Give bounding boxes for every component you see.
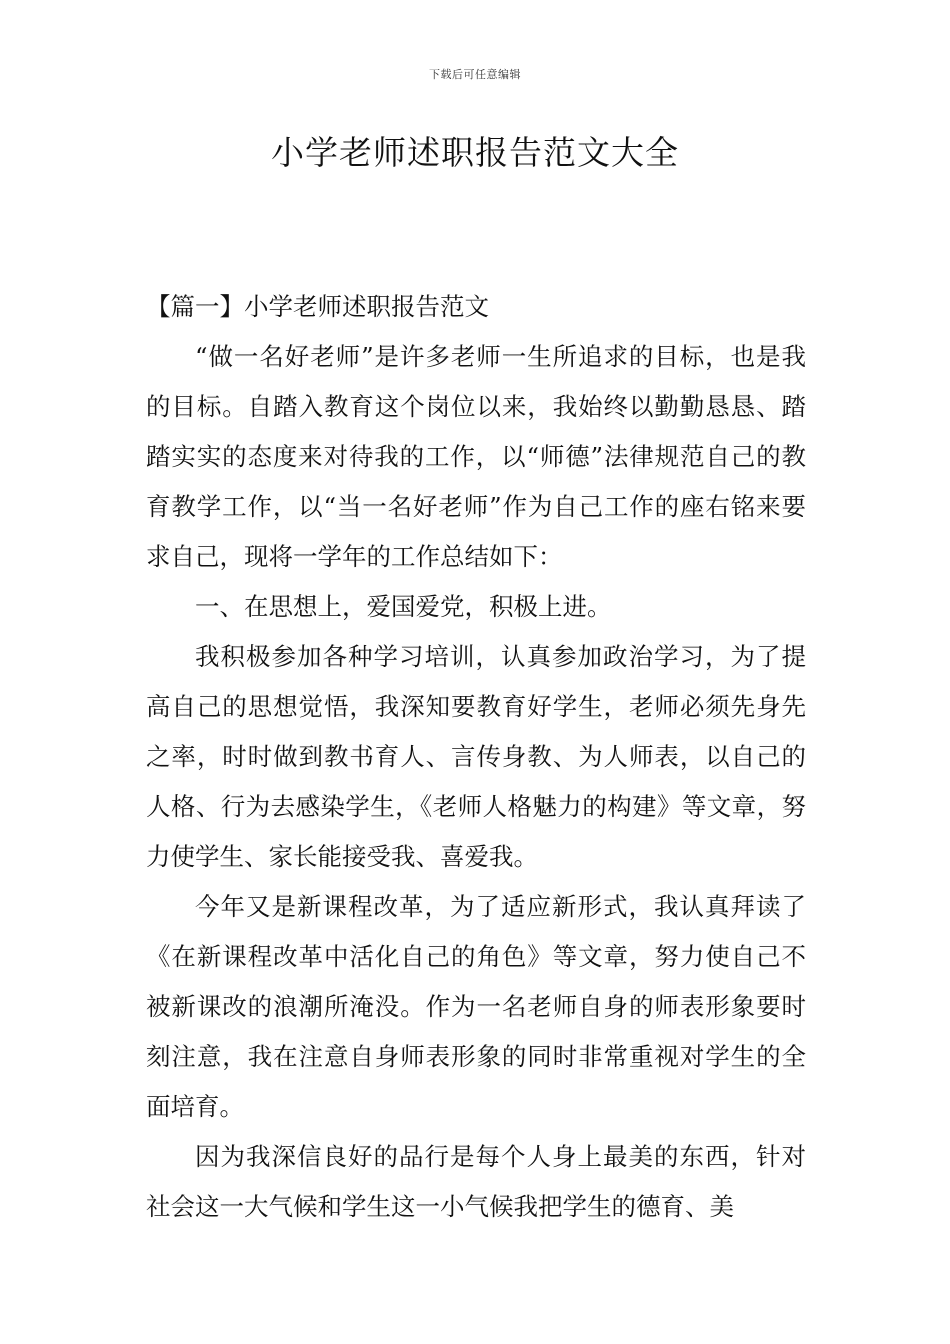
paragraph-intro: “做一名好老师”是许多老师一生所追求的目标，也是我的目标。自踏入教育这个岗位以来，我始终以勤勤恳恳、踏踏实实的态度来对待我的工作，以“师德”法律规范自己的教育教学工作，以“当一名好老师”作为自己工作的座右铭来要求自己，现将一学年的工作总结如下：	[146, 342, 806, 571]
document-body	[146, 282, 806, 1232]
page-title: 小学老师述职报告范文大全	[271, 133, 679, 172]
header-note: 下载后可任意编辑	[429, 68, 521, 81]
paragraph-training: 我积极参加各种学习培训，认真参加政治学习，为了提高自己的思想觉悟，我深知要教育好学生，老师必须先身先之率，时时做到教书育人、言传身教、为人师表，以自己的人格、行为去感染学生，《老师人格魅力的构建》等文章，努力使学生、家长能接受我、喜爱我。	[146, 642, 806, 871]
paragraph-point-one: 一、在思想上，爱国爱党，积极上进。	[195, 592, 612, 621]
section-heading: 【篇一】小学老师述职报告范文	[146, 292, 489, 321]
paragraph-curriculum-reform: 今年又是新课程改革，为了适应新形式，我认真拜读了《在新课程改革中活化自己的角色》等文章，努力使自己不被新课改的浪潮所淹没。作为一名老师自身的师表形象要时刻注意，我在注意自身师表形象的同时非常重视对学生的全面培育。	[146, 892, 806, 1121]
paragraph-moral-education: 因为我深信良好的品行是每个人身上最美的东西，针对社会这一大气候和学生这一小气候我把学生的德育、美	[146, 1142, 806, 1221]
